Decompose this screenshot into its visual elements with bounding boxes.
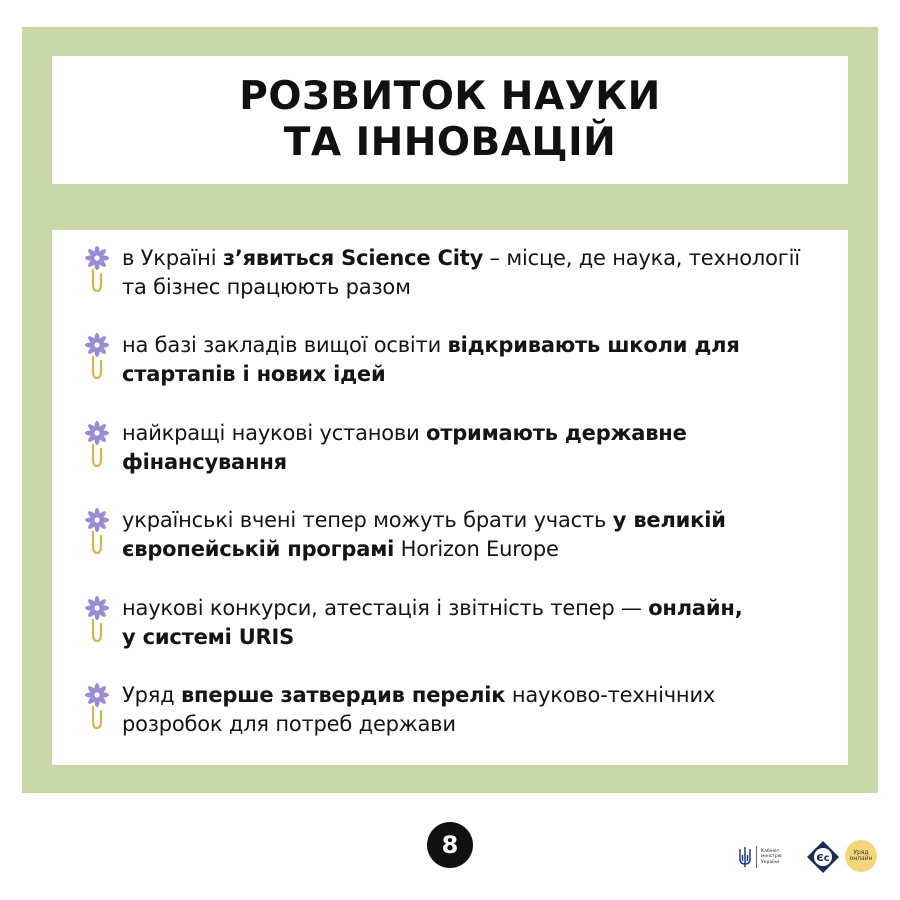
uryad-online-logo bbox=[845, 840, 877, 872]
item-line bbox=[122, 273, 800, 302]
item-line bbox=[122, 331, 740, 360]
text-segment: та бізнес працюють разом bbox=[122, 275, 411, 299]
uryad-logo-text-2: онлайн bbox=[849, 855, 873, 862]
text-segment-bold: з’явиться Science City bbox=[222, 246, 484, 270]
page-title-line-1: РОЗВИТОК НАУКИ bbox=[239, 74, 661, 119]
green-frame bbox=[22, 27, 878, 793]
text-segment: найкращі наукові установи bbox=[122, 421, 427, 445]
item-line bbox=[122, 623, 743, 652]
text-segment: – місце, де наука, технології bbox=[483, 246, 800, 270]
text-segment-bold: європейській програмі bbox=[122, 537, 395, 561]
item-text bbox=[122, 681, 715, 739]
item-line bbox=[122, 535, 726, 564]
item-text bbox=[122, 244, 800, 302]
text-segment-bold: у великій bbox=[612, 508, 726, 532]
page-number-badge: 8 bbox=[427, 822, 473, 868]
text-segment-bold: у системі URIS bbox=[122, 625, 295, 649]
text-segment: Уряд bbox=[122, 683, 181, 707]
footer-logos bbox=[738, 836, 878, 880]
item-line bbox=[122, 594, 743, 623]
flower-icon bbox=[80, 506, 114, 558]
flower-icon bbox=[80, 419, 114, 471]
text-segment: науково-технічних bbox=[505, 683, 716, 707]
uryad-logo-text-1: Уряд bbox=[853, 849, 869, 856]
text-segment-bold: вперше затвердив перелік bbox=[180, 683, 506, 707]
item-text bbox=[122, 506, 726, 564]
item-text bbox=[122, 419, 687, 477]
text-segment-bold: фінансування bbox=[122, 450, 287, 474]
logo-divider bbox=[756, 846, 757, 868]
trident-icon bbox=[738, 846, 752, 868]
item-line bbox=[122, 419, 687, 448]
flower-icon bbox=[80, 594, 114, 646]
text-segment: на базі закладів вищої освіти bbox=[122, 333, 448, 357]
item-text bbox=[122, 331, 740, 389]
item-line bbox=[122, 710, 715, 739]
text-segment-bold: онлайн, bbox=[648, 596, 743, 620]
text-segment-bold: відкривають школи для bbox=[447, 333, 740, 357]
list-item bbox=[80, 419, 840, 477]
item-line bbox=[122, 244, 800, 273]
item-line bbox=[122, 448, 687, 477]
eu-integration-logo bbox=[806, 840, 840, 874]
flower-icon bbox=[80, 244, 114, 296]
cabinet-logo bbox=[738, 842, 800, 872]
list-item bbox=[80, 331, 840, 389]
text-segment-bold: стартапів і нових ідей bbox=[122, 362, 386, 386]
eu-logo-text: Єс bbox=[816, 853, 830, 864]
text-segment: наукові конкурси, атестація і звітність тепер — bbox=[122, 596, 649, 620]
text-segment: в Україні bbox=[122, 246, 223, 270]
text-segment: Horizon Europe bbox=[394, 537, 559, 561]
item-line bbox=[122, 681, 715, 710]
cabinet-logo-text: Кабінет міністрів України bbox=[761, 848, 782, 865]
page-title-line-2: ТА ІННОВАЦІЙ bbox=[283, 120, 617, 165]
item-line bbox=[122, 360, 740, 389]
text-segment: розробок для потреб держави bbox=[122, 712, 456, 736]
text-segment: українські вчені тепер можуть брати участь bbox=[122, 508, 613, 532]
title-box bbox=[52, 56, 848, 184]
list-item bbox=[80, 506, 840, 564]
list-item bbox=[80, 594, 840, 652]
flower-icon bbox=[80, 331, 114, 383]
flower-icon bbox=[80, 681, 114, 733]
list-item bbox=[80, 681, 840, 739]
text-segment-bold: отримають державне bbox=[426, 421, 687, 445]
item-line bbox=[122, 506, 726, 535]
list-item bbox=[80, 244, 840, 302]
item-text bbox=[122, 594, 743, 652]
content-box bbox=[52, 230, 848, 765]
